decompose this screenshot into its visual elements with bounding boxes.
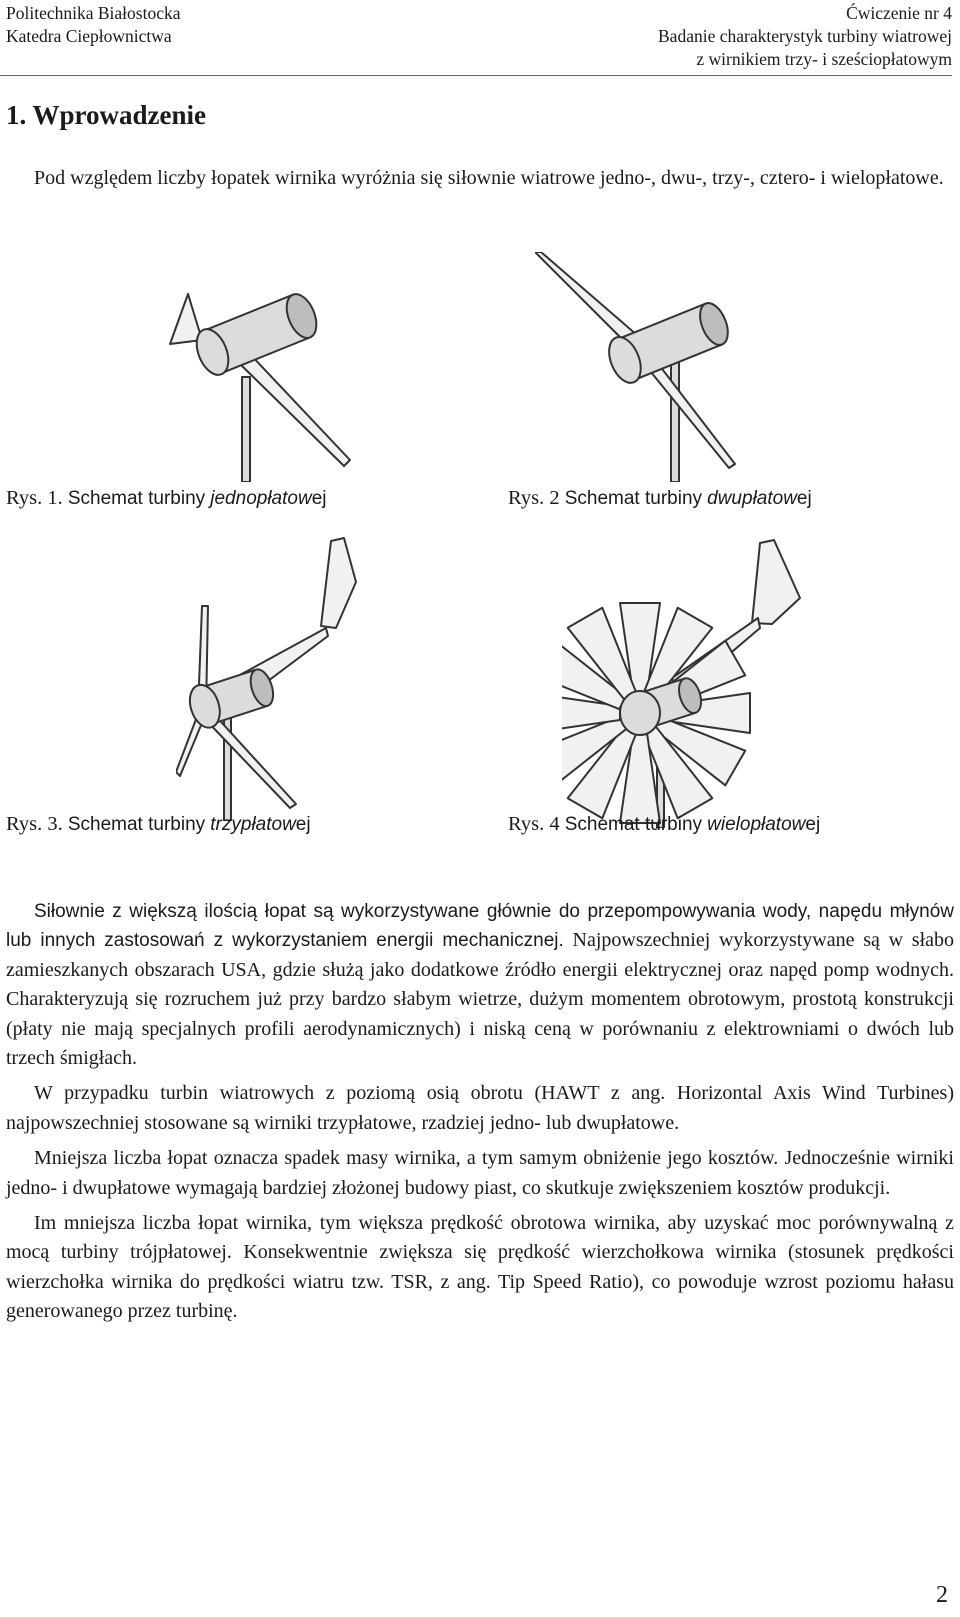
tail-vane bbox=[321, 538, 356, 628]
hub bbox=[620, 691, 660, 735]
tail-vane bbox=[752, 540, 800, 624]
department-name: Katedra Ciepłownictwa bbox=[6, 26, 172, 46]
figure-4-multi-blade-turbine bbox=[562, 538, 812, 828]
section-title: 1. Wprowadzenie bbox=[6, 100, 207, 130]
paragraph-4: Im mniejsza liczba łopat wirnika, tym większa prędkość obrotowa wirnika, aby uzyskać moc porównywalną z mocą turbiny trójpłatowej. Konsekwentnie zwiększa się prędkość wierzchołkowa wirnika (stosunek prędkości wierzchołka wirnika do prędkości wiatru tzw. TSR, z ang. Tip Speed Ratio), co powoduje wzrost poziomu hałasu generowanego przez turbinę. bbox=[6, 1212, 954, 1323]
caption-figure-2: Rys. 2 Schemat turbiny dwupłatowej bbox=[508, 487, 812, 509]
page-number: 2 bbox=[936, 1582, 948, 1608]
intro-paragraph: Pod względem liczby łopatek wirnika wyróżnia się siłownie wiatrowe jedno-, dwu-, trzy-, cztero- i wielopłatowe. bbox=[34, 167, 944, 189]
exercise-title-line2: z wirnikiem trzy- i sześciopłatowym bbox=[696, 49, 952, 69]
header-right bbox=[658, 2, 952, 71]
intro-text bbox=[6, 164, 954, 193]
figure-1-single-blade-turbine bbox=[160, 282, 360, 482]
caption-figure-1: Rys. 1. Schemat turbiny jednopłatowej bbox=[6, 487, 327, 509]
caption-figure-3: Rys. 3. Schemat turbiny trzypłatowej bbox=[6, 813, 311, 835]
figure-2-two-blade-turbine bbox=[535, 252, 745, 482]
paragraph-1-sans-part: Siłownie z większą ilością łopat są wykorzystywane głównie do przepompowywania wody, napędu młynów lub innych zastosowań z wykorzystaniem energii mechanicznej. bbox=[6, 901, 954, 952]
paragraph-3: Mniejsza liczba łopat oznacza spadek masy wirnika, a tym samym obniżenie jego kosztów. Jednocześnie wirniki jedno- i dwupłatowe wymagają bardziej złożonej budowy piast, co skutkuje zwiększeniem kosztów produkcji. bbox=[6, 1147, 954, 1199]
caption-figure-4: Rys. 4 Schemat turbiny wielopłatowej bbox=[508, 813, 821, 835]
blade bbox=[238, 352, 350, 466]
header-left bbox=[6, 2, 180, 48]
tower bbox=[671, 362, 679, 482]
exercise-number: Ćwiczenie nr 4 bbox=[846, 3, 952, 23]
nacelle bbox=[603, 297, 734, 387]
exercise-title-line1: Badanie charakterystyk turbiny wiatrowej bbox=[658, 26, 952, 46]
paragraph-1 bbox=[6, 897, 954, 1073]
blade-right bbox=[204, 712, 296, 808]
paragraph-2: W przypadku turbin wiatrowych z poziomą osią obrotu (HAWT z ang. Horizontal Axis Wind Turbines) najpowszechniej stosowane są wirniki trzypłatowe, rzadziej jedno- lub dwupłatowe. bbox=[6, 1082, 954, 1134]
tower bbox=[242, 377, 250, 482]
university-name: Politechnika Białostocka bbox=[6, 3, 181, 23]
paragraph-1-serif-part: Najpowszechniej wykorzystywane są w słabo zamieszkanych obszarach USA, gdzie służą jako dodatkowe źródło energii elektrycznej oraz napęd pomp wodnych. Charakteryzują się rozruchem już przy bardzo słabym wietrze, dużym momentem obrotowym, prostotą konstrukcji (płaty nie mają specjalnych profili aerodynamicznych) i niską ceną w porównaniu z elektrowniami o dwóch lub trzech śmigłach. bbox=[6, 929, 955, 1070]
header-divider bbox=[0, 75, 952, 76]
figure-3-three-blade-turbine bbox=[176, 536, 376, 821]
main-text bbox=[6, 897, 954, 1327]
